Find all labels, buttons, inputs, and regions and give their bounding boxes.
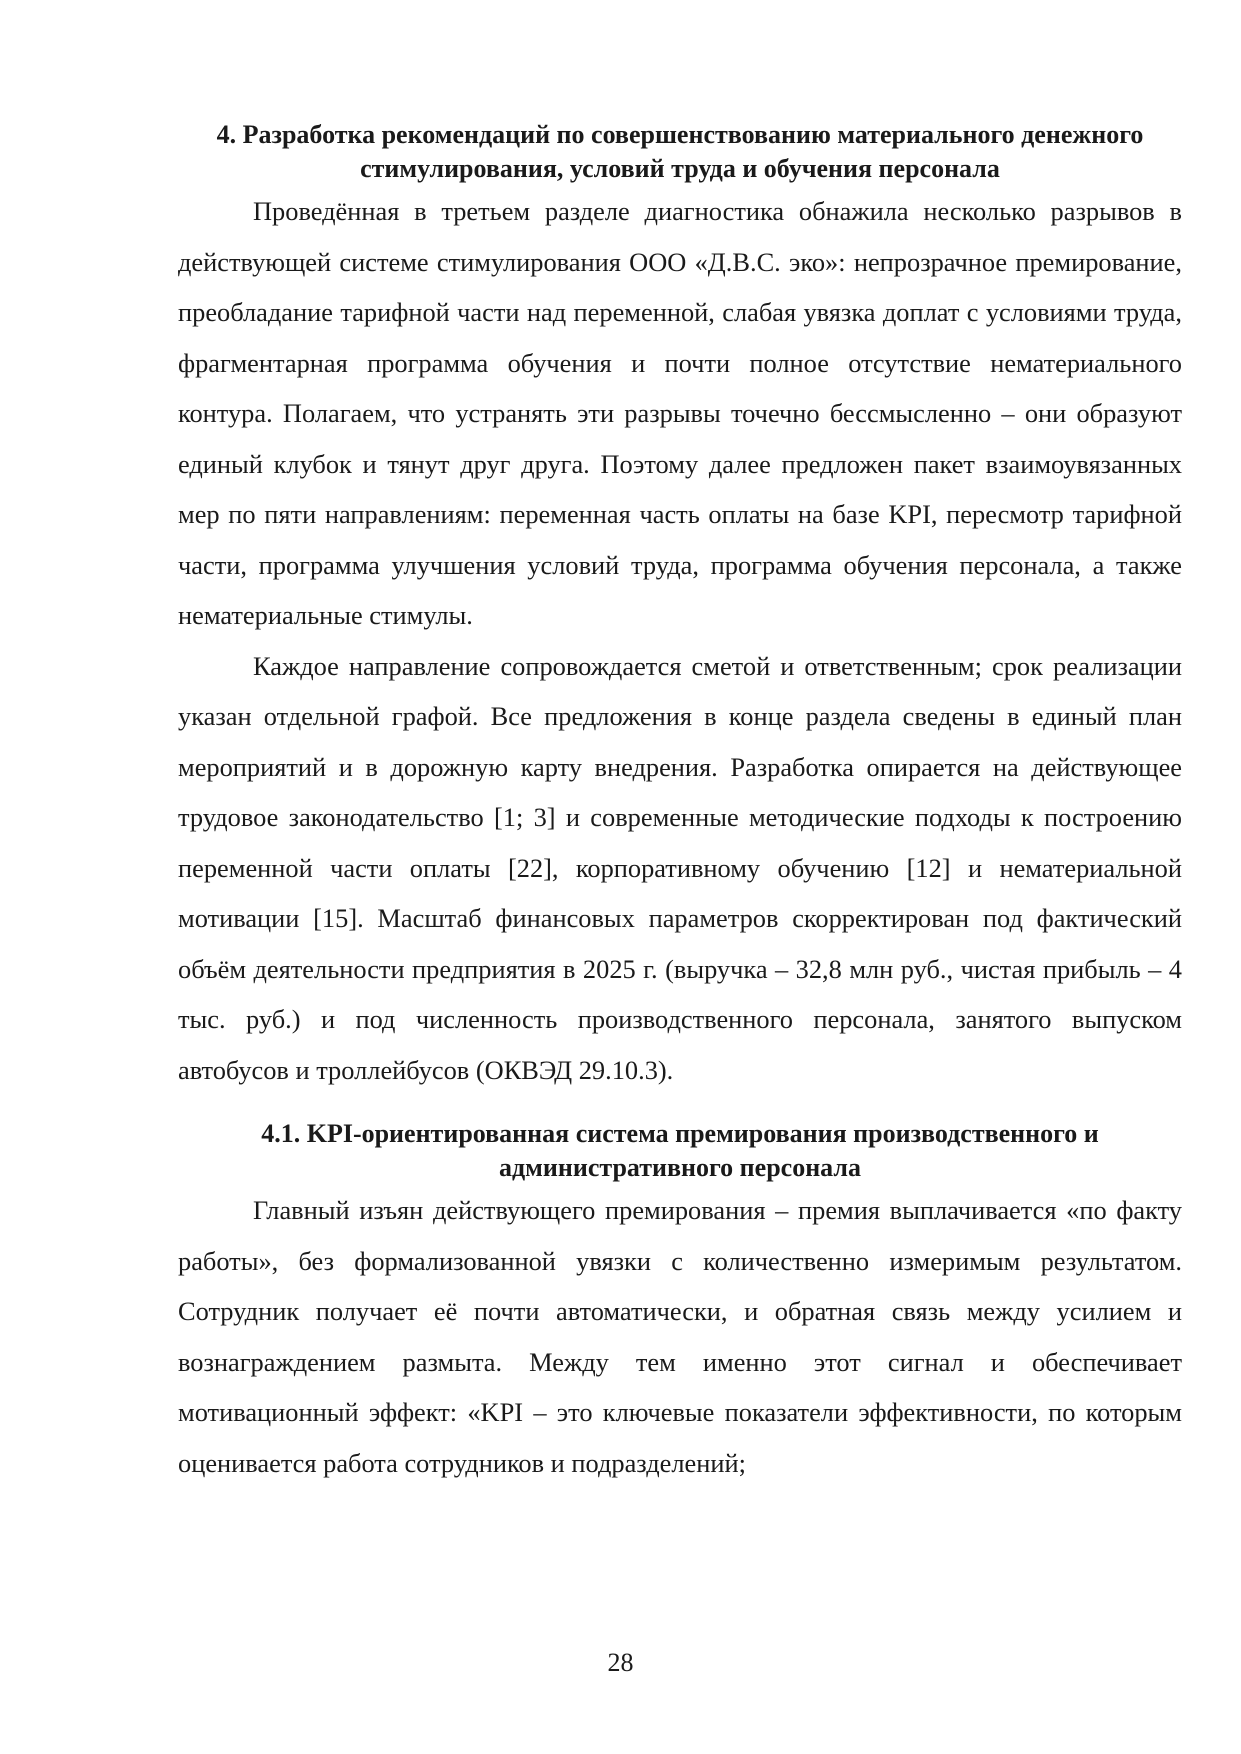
body-paragraph: Главный изъян действующего премирования – премия выплачивается «по факту работы», без формализованной увязки с количественно измеримым результатом. Сотрудник получает её почти автоматически, и обратная связь между усилием и вознаграждением размыта. Между тем именно этот сигнал и обеспечивает мотивационный эффект: «KPI – это ключевые показатели эффективности, по которым оценивается работа сотрудников и подразделений; (178, 1195, 1182, 1478)
document-page (178, 118, 1182, 1488)
section-heading: 4. Разработка рекомендаций по совершенствованию материального денежного стимулирования, условий труда и обучения персонала (216, 120, 1144, 183)
subsection-heading: 4.1. KPI-ориентированная система премирования производственного и административного персонала (261, 1119, 1099, 1182)
body-paragraph: Каждое направление сопровождается сметой и ответственным; срок реализации указан отдельной графой. Все предложения в конце раздела сведены в единый план мероприятий и в дорожную карту внедрения. Разработка опирается на действующее трудовое законодательство [1; 3] и современные методические подходы к построению переменной части оплаты [22], корпоративному обучению [12] и нематериальной мотивации [15]. Масштаб финансовых параметров скорректирован под фактический объём деятельности предприятия в 2025 г. (выручка – 32,8 млн руб., чистая прибыль – 4 тыс. руб.) и под численность производственного персонала, занятого выпуском автобусов и троллейбусов (ОКВЭД 29.10.3). (178, 650, 1182, 1085)
body-paragraph: Проведённая в третьем разделе диагностика обнажила несколько разрывов в действующей системе стимулирования ООО «Д.В.С. эко»: непрозрачное премирование, преобладание тарифной части над переменной, слабая увязка доплат с условиями труда, фрагментарная программа обучения и почти полное отсутствие нематериального контура. Полагаем, что устранять эти разрывы точечно бессмысленно – они образуют единый клубок и тянут друг друга. Поэтому далее предложен пакет взаимоувязанных мер по пяти направлениям: переменная часть оплаты на базе KPI, пересмотр тарифной части, программа улучшения условий труда, программа обучения персонала, а также нематериальные стимулы. (178, 196, 1182, 630)
page-number: 28 (607, 1648, 634, 1677)
